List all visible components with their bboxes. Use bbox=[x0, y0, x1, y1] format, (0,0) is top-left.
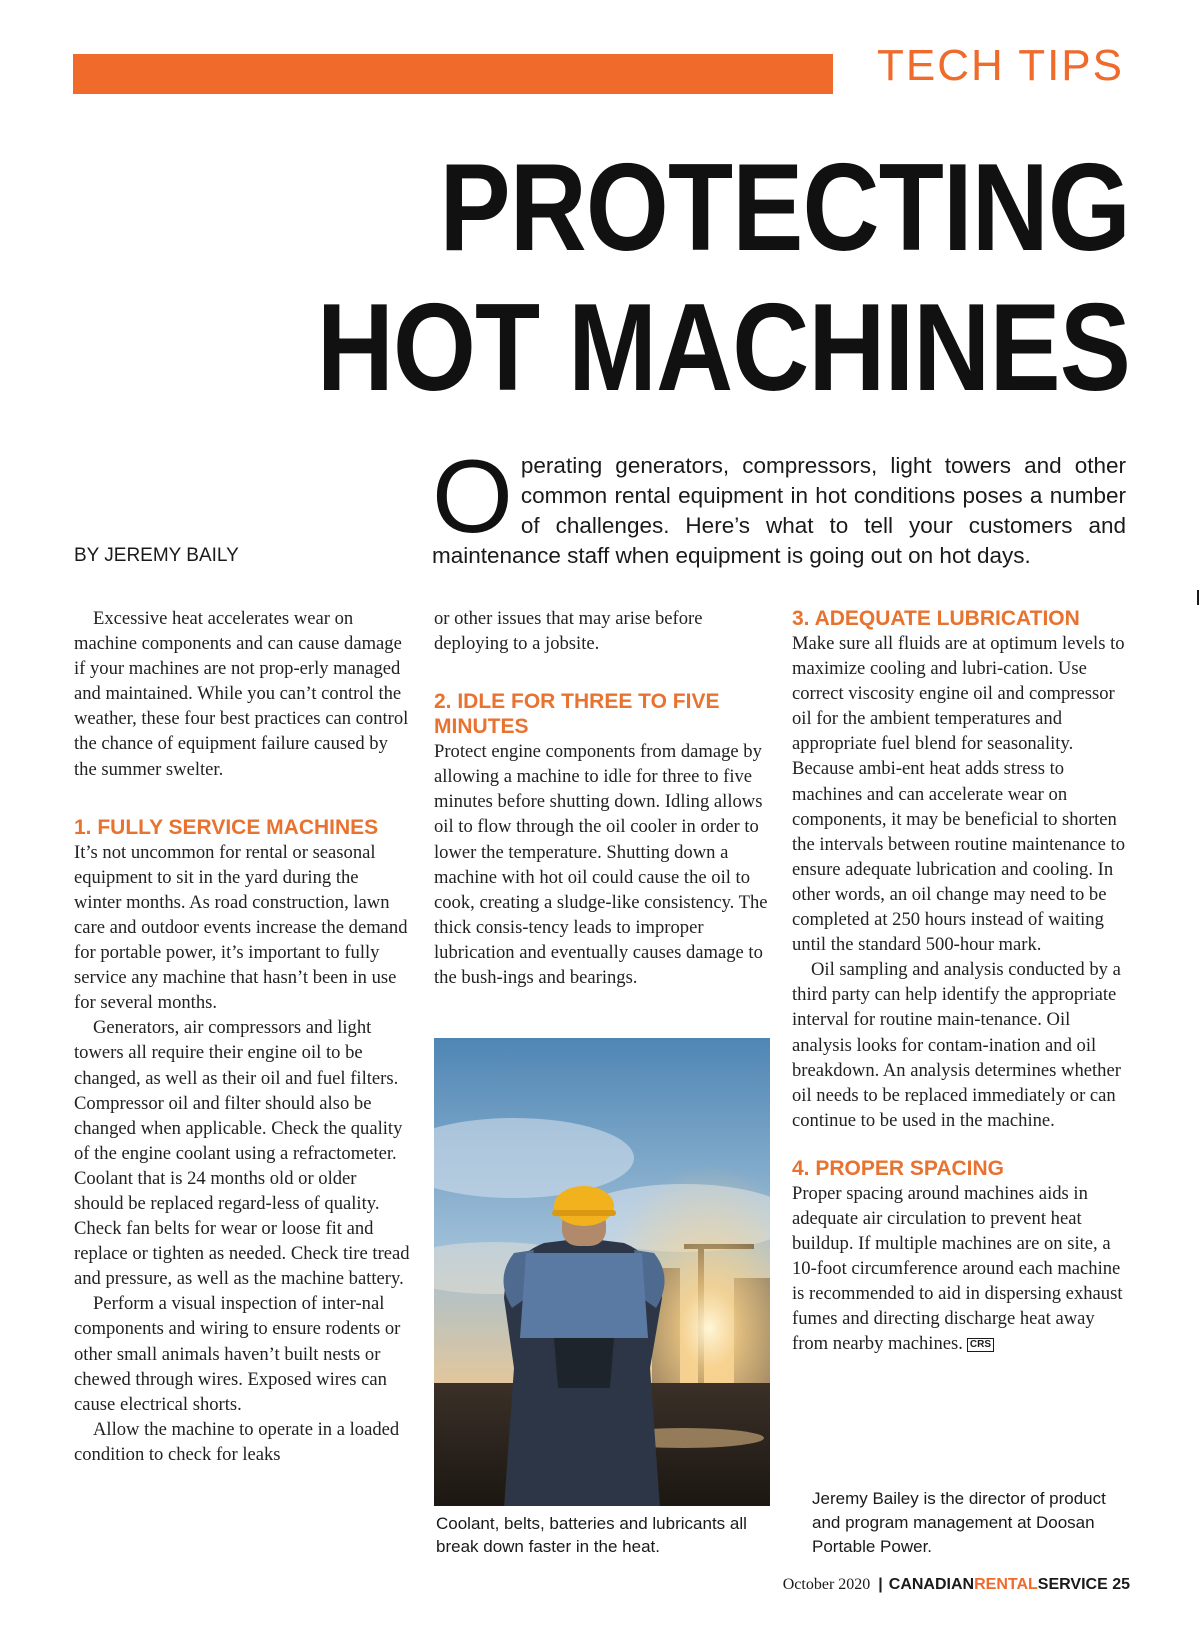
end-mark-logo: CRS bbox=[967, 1338, 994, 1352]
paragraph: Perform a visual inspection of inter-nal components and wiring to ensure rodents or other small animals haven’t built nests or chewed through wires. Exposed wires can cause electrical shorts. bbox=[74, 1293, 401, 1415]
photo-illustration bbox=[434, 1038, 770, 1506]
section-label: TECH TIPS bbox=[876, 41, 1124, 90]
headline bbox=[218, 138, 1130, 418]
footer-separator: | bbox=[878, 1576, 883, 1593]
author-bio: Jeremy Bailey is the director of product and program management at Doosan Portable Power. bbox=[812, 1489, 1106, 1556]
margin-mark bbox=[1197, 590, 1199, 605]
section-color-bar bbox=[73, 54, 833, 94]
paragraph-text: Proper spacing around machines aids in adequate air circulation to prevent heat buildup. If multiple machines are on site, a 10-foot circumference around each machine is recommended to aid in dispersing exhaust fumes and directing discharge heat away from nearby machines. bbox=[792, 1182, 1123, 1355]
subhead-4: 4. PROPER SPACING bbox=[792, 1156, 1004, 1180]
paragraph: Protect engine components from damage by allowing a machine to idle for three to five minutes before shutting down. Idling allows oil to flow through the oil cooler in order to lower the temperature. Shutting down a machine with hot oil could cause the oil to cook, creating a sludge-like consistency. The thick consis-tency leads to improper lubrication and eventually causes damage to the bush-ings and bearings. bbox=[434, 741, 768, 989]
issue-date: October 2020 bbox=[782, 1576, 871, 1593]
headline-line-2: HOT MACHINES bbox=[316, 279, 1130, 417]
paragraph: Generators, air compressors and light towers all require their engine oil to be changed, as well as their oil and fuel filters. Compressor oil and filter should also be changed when applicable. Check the quality of the engine coolant using a refractometer. Coolant that is 24 months old or older should be replaced regard-less of quality. Check fan belts for wear or loose fit and replace or tighten as needed. Check tire tread and pressure, as well as the machine battery. bbox=[74, 1017, 410, 1290]
column-1 bbox=[74, 606, 410, 1467]
photo-worker-at-sunset bbox=[434, 1038, 770, 1506]
paragraph: Oil sampling and analysis conducted by a third party can help identify the appropriate interval for routine main-tenance. Oil analysis looks for contam-ination and oil breakdown. An analysis determines whether oil needs to be replaced immediately or can continue to be used in the machine. bbox=[792, 959, 1121, 1131]
subhead-1: 1. FULLY SERVICE MACHINES bbox=[74, 815, 379, 839]
paragraph-final bbox=[792, 1181, 1128, 1357]
publication-name-part-1: CANADIAN bbox=[888, 1576, 975, 1593]
drop-cap: O bbox=[432, 439, 513, 555]
page-number: 25 bbox=[1112, 1576, 1130, 1593]
column-2 bbox=[434, 606, 770, 990]
publication-name-part-3: SERVICE bbox=[1037, 1576, 1108, 1593]
page-footer bbox=[783, 1576, 1130, 1594]
photo-caption: Coolant, belts, batteries and lubricants all break down faster in the heat. bbox=[436, 1514, 747, 1556]
paragraph: Make sure all fluids are at optimum levels to maximize cooling and lubri-cation. Use correct viscosity engine oil and compressor oil for the ambient temperatures and appropriate fuel blend for seasonality. Because ambi-ent heat adds stress to machines and can accelerate wear on components, it may be beneficial to shorten the intervals between routine maintenance to ensure adequate lubrication and cooling. In other words, an oil change may need to be completed at 250 hours instead of waiting until the standard 500-hour mark. bbox=[792, 633, 1126, 956]
publication-name bbox=[889, 1576, 1130, 1593]
paragraph: or other issues that may arise before deploying to a jobsite. bbox=[434, 608, 703, 655]
column-3 bbox=[792, 606, 1128, 1357]
byline: BY JEREMY BAILY bbox=[74, 545, 239, 566]
deck-text: perating generators, compressors, light towers and other common rental equipment in hot conditions poses a number of challenges. Here’s what to tell your customers and maintenance staff when equipment is going out on hot days. bbox=[432, 453, 1126, 568]
subhead-3: 3. ADEQUATE LUBRICATION bbox=[792, 607, 1080, 630]
subhead-2: 2. IDLE FOR THREE TO FIVE MINUTES bbox=[434, 690, 720, 739]
paragraph: Allow the machine to operate in a loaded condition to check for leaks bbox=[74, 1418, 400, 1465]
deck bbox=[432, 439, 1126, 571]
headline-line-1: PROTECTING bbox=[439, 139, 1130, 277]
publication-name-part-2: RENTAL bbox=[974, 1576, 1038, 1593]
paragraph: It’s not uncommon for rental or seasonal equipment to sit in the yard during the winter months. As road construction, lawn care and outdoor events increase the demand for portable power, it’s important to fully service any machine that hasn’t been in use for several months. bbox=[74, 841, 408, 1014]
intro-paragraph: Excessive heat accelerates wear on machine components and can cause damage if your machines are not prop-erly managed and maintained. While you can’t control the weather, these four best practices can control the chance of equipment failure caused by the summer swelter. bbox=[74, 608, 409, 780]
